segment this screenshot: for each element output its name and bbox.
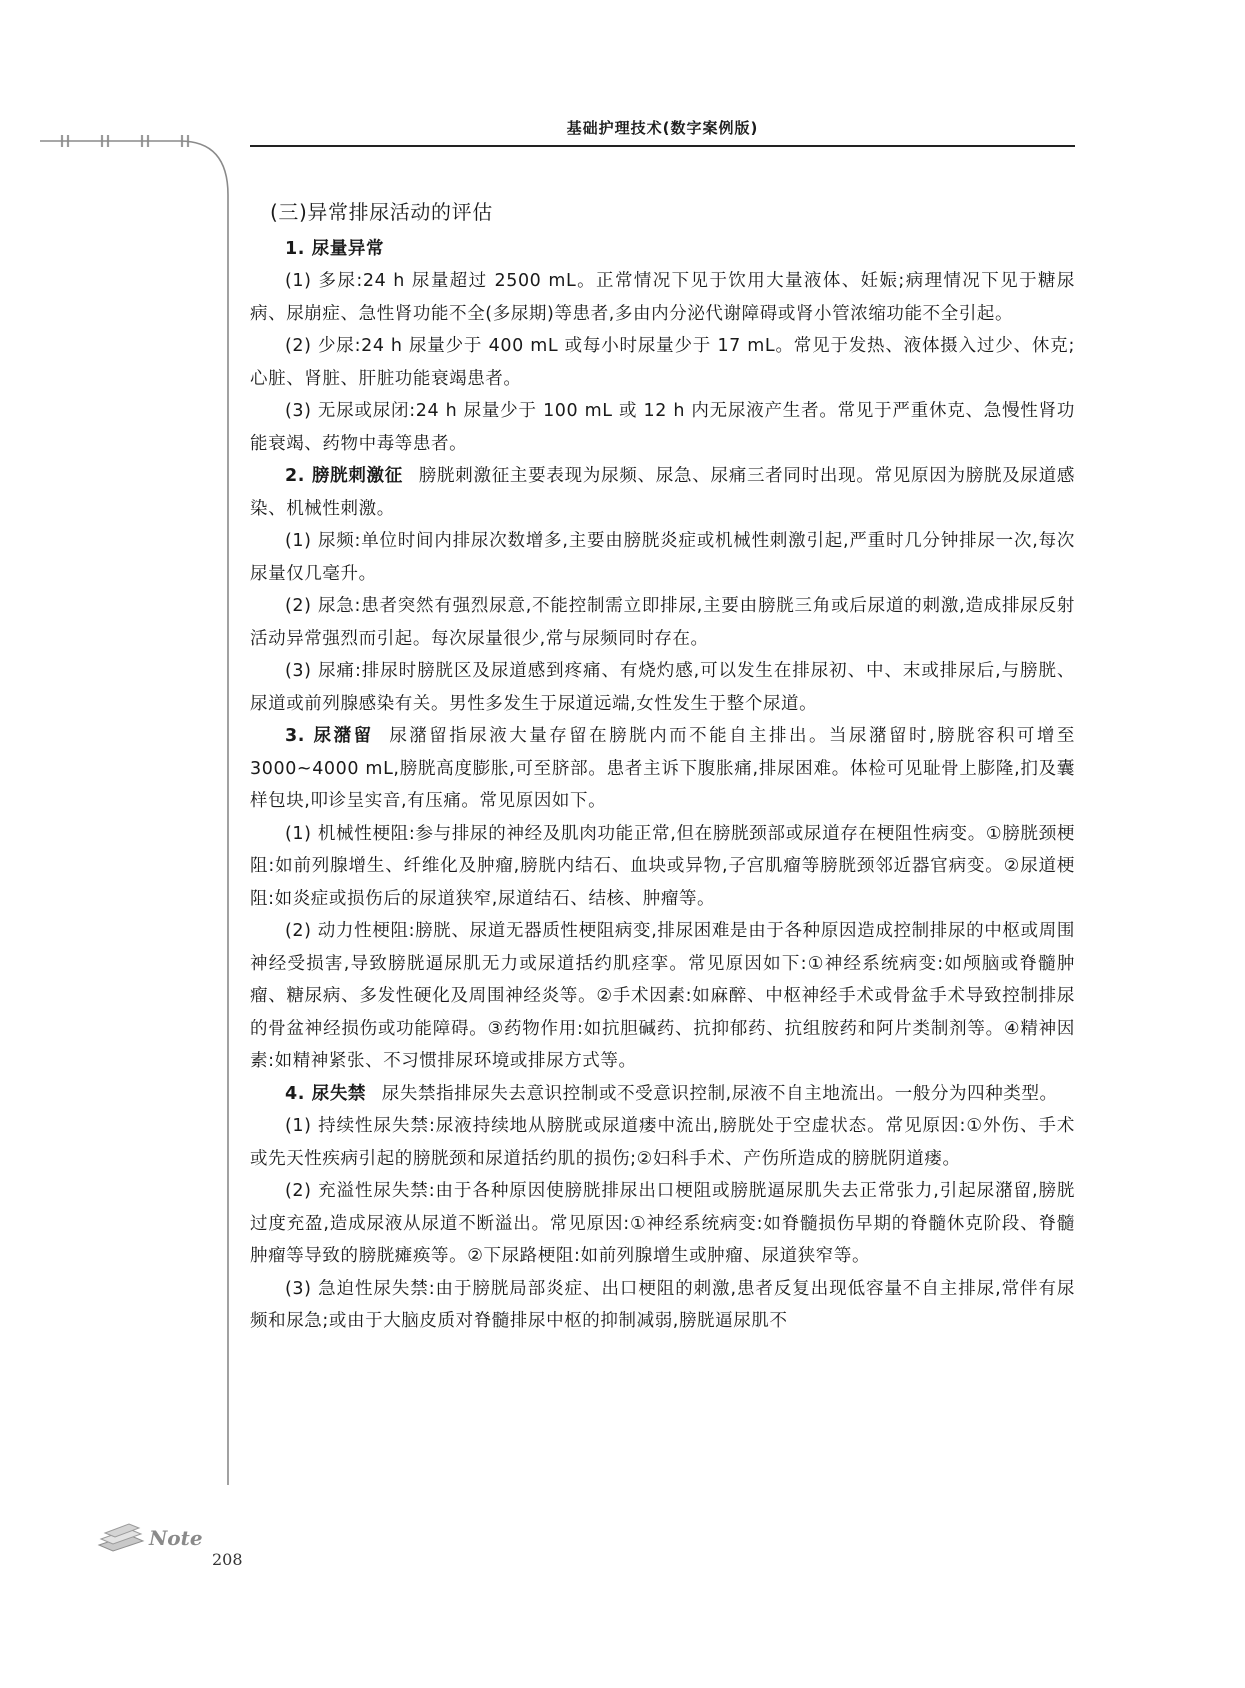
- paragraph: (2) 充溢性尿失禁:由于各种原因使膀胱排尿出口梗阻或膀胱逼尿肌失去正常张力,引起尿潴留,膀胱过度充盈,造成尿液从尿道不断溢出。常见原因:①神经系统病变:如脊髓损伤早期的脊髓休克阶段、脊髓肿瘤等导致的膀胱瘫痪等。②下尿路梗阻:如前列腺增生或肿瘤、尿道狭窄等。: [250, 1181, 1075, 1266]
- paragraph: (1) 持续性尿失禁:尿液持续地从膀胱或尿道瘘中流出,膀胱处于空虚状态。常见原因:①外伤、手术或先天性疾病引起的膀胱颈和尿道括约肌的损伤;②妇科手术、产伤所造成的膀胱阴道瘘。: [250, 1116, 1075, 1169]
- paragraph: 4. 尿失禁 尿失禁指排尿失去意识控制或不受意识控制,尿液不自主地流出。一般分为四种类型。: [285, 1083, 1058, 1104]
- paragraph: (2) 尿急:患者突然有强烈尿意,不能控制需立即排尿,主要由膀胱三角或后尿道的刺激,造成排尿反射活动异常强烈而引起。每次尿量很少,常与尿频同时存在。: [250, 596, 1075, 649]
- note-label: Note: [149, 1526, 203, 1550]
- paragraph: (1) 尿频:单位时间内排尿次数增多,主要由膀胱炎症或机械性刺激引起,严重时几分钟排尿一次,每次尿量仅几毫升。: [250, 531, 1075, 584]
- subsection-title: 3. 尿潴留: [285, 726, 374, 746]
- paragraph: (2) 少尿:24 h 尿量少于 400 mL 或每小时尿量少于 17 mL。常见于发热、液体摄入过少、休克;心脏、肾脏、肝脏功能衰竭患者。: [250, 336, 1075, 389]
- subsection-title: 4. 尿失禁: [285, 1083, 367, 1104]
- book-stack-icon: [99, 1524, 143, 1551]
- subsection-title: 2. 膀胱刺激征: [285, 466, 404, 486]
- paragraph: (2) 动力性梗阻:膀胱、尿道无器质性梗阻病变,排尿困难是由于各种原因造成控制排尿的中枢或周围神经受损害,导致膀胱逼尿肌无力或尿道括约肌痉挛。常见原因如下:①神经系统病变:如颅脑或脊髓肿瘤、糖尿病、多发性硬化及周围神经炎等。②手术因素:如麻醉、中枢神经手术或骨盆手术导致控制排尿的骨盆神经损伤或功能障碍。③药物作用:如抗胆碱药、抗抑郁药、抗组胺药和阿片类制剂等。④精神因素:如精神紧张、不习惯排尿环境或排尿方式等。: [250, 921, 1075, 1071]
- paragraph: (3) 无尿或尿闭:24 h 尿量少于 100 mL 或 12 h 内无尿液产生者。常见于严重休克、急慢性肾功能衰竭、药物中毒等患者。: [250, 401, 1075, 454]
- paragraph: 2. 膀胱刺激征 膀胱刺激征主要表现为尿频、尿急、尿痛三者同时出现。常见原因为膀胱及尿道感染、机械性刺激。: [250, 466, 1075, 519]
- note-icon: [95, 1515, 215, 1555]
- paragraph: (1) 机械性梗阻:参与排尿的神经及肌肉功能正常,但在膀胱颈部或尿道存在梗阻性病变。①膀胱颈梗阻:如前列腺增生、纤维化及肿瘤,膀胱内结石、血块或异物,子宫肌瘤等膀胱颈邻近器官病变。②尿道梗阻:如炎症或损伤后的尿道狭窄,尿道结石、结核、肿瘤等。: [250, 823, 1075, 909]
- section-heading: (三)异常排尿活动的评估: [270, 200, 493, 224]
- subsection-title: 1. 尿量异常: [285, 238, 385, 259]
- paragraph: (3) 急迫性尿失禁:由于膀胱局部炎症、出口梗阻的刺激,患者反复出现低容量不自主排尿,常伴有尿频和尿急;或由于大脑皮质对脊髓排尿中枢的抑制减弱,膀胱逼尿肌不: [250, 1278, 1075, 1331]
- paragraph: (3) 尿痛:排尿时膀胱区及尿道感到疼痛、有烧灼感,可以发生在排尿初、中、末或排尿后,与膀胱、尿道或前列腺感染有关。男性多发生于尿道远端,女性发生于整个尿道。: [250, 661, 1075, 714]
- body-text: [250, 196, 1075, 1338]
- paragraph: [250, 233, 1075, 266]
- paragraph: 3. 尿潴留 尿潴留指尿液大量存留在膀胱内而不能自主排出。当尿潴留时,膀胱容积可增至 3000~4000 mL,膀胱高度膨胀,可至脐部。患者主诉下腹胀痛,排尿困难。体检可见耻骨上膨隆,扪及囊样包块,叩诊呈实音,有压痛。常见原因如下。: [250, 726, 1075, 811]
- running-header-title: 基础护理技术(数字案例版): [566, 119, 759, 137]
- margin-decoration: [0, 135, 230, 1495]
- header-rule: [250, 145, 1075, 147]
- margin-rule-line: [40, 141, 228, 1485]
- paragraph: (1) 多尿:24 h 尿量超过 2500 mL。正常情况下见于饮用大量液体、妊娠;病理情况下见于糖尿病、尿崩症、急性肾功能不全(多尿期)等患者,多由内分泌代谢障碍或肾小管浓缩功能不全引起。: [250, 271, 1075, 324]
- page-number: 208: [212, 1550, 243, 1569]
